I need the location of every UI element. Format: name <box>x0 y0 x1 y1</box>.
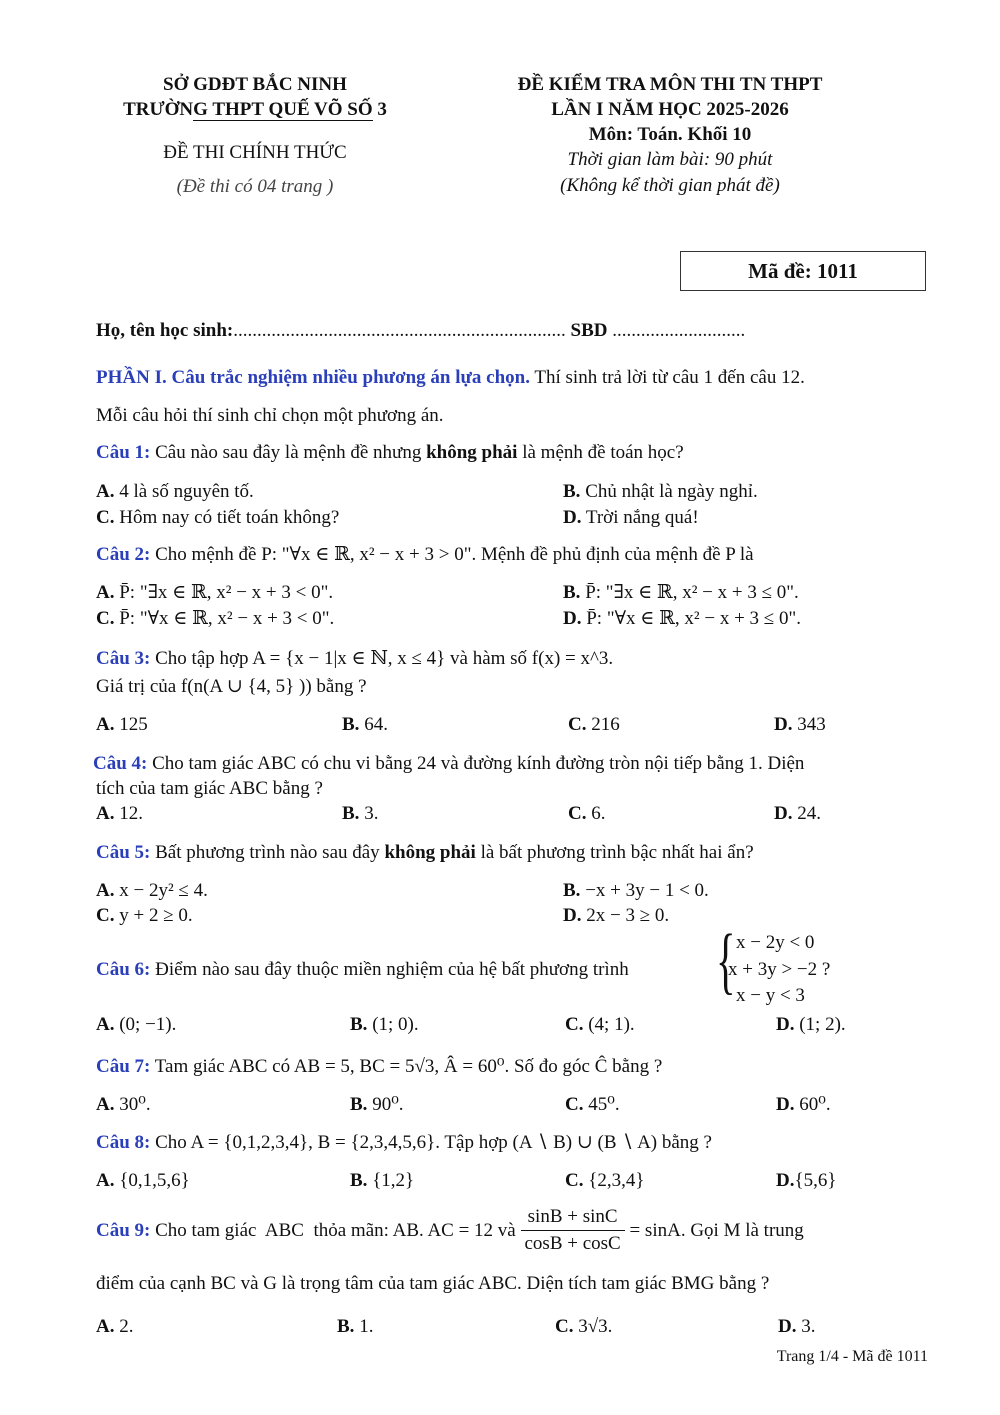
q8-option-c[interactable]: C. {2,3,4} <box>565 1170 645 1191</box>
q3-option-d[interactable]: D. 343 <box>774 714 826 735</box>
q9-option-a[interactable]: A. 2. <box>96 1316 134 1337</box>
student-name-field[interactable]: ...................................................................... <box>233 320 566 341</box>
q3-option-a[interactable]: A. 125 <box>96 714 148 735</box>
q5-option-d[interactable]: D. 2x − 3 ≥ 0. <box>563 905 670 926</box>
system-line-1: x − 2y < 0 <box>736 932 815 953</box>
q8-option-a[interactable]: A. {0,1,5,6} <box>96 1170 190 1191</box>
question-5: Câu 5: Bất phương trình nào sau đây không phải là bất phương trình bậc nhất hai ẩn? <box>96 842 754 863</box>
q7-option-d[interactable]: D. 60⁰. <box>776 1094 831 1115</box>
question-3-line-2: Giá trị của f(n(A ∪ {4, 5} )) bằng ? <box>96 676 367 697</box>
q3-option-b[interactable]: B. 64. <box>342 714 388 735</box>
q4-option-b[interactable]: B. 3. <box>342 803 379 824</box>
sbd-field[interactable]: ............................ <box>612 320 746 341</box>
part1-heading <box>96 367 805 389</box>
time-limit: Thời gian làm bài: 90 phút <box>567 149 773 170</box>
q6-option-a[interactable]: A. (0; −1). <box>96 1014 177 1035</box>
question-8: Câu 8: Cho A = {0,1,2,3,4}, B = {2,3,4,5,6}. Tập hợp (A ∖ B) ∪ (B ∖ A) bằng ? <box>96 1132 712 1153</box>
q9-option-d[interactable]: D. 3. <box>778 1316 816 1337</box>
system-brace: { <box>716 920 736 1002</box>
question-1: Câu 1: Câu nào sau đây là mệnh đề nhưng không phải là mệnh đề toán học? <box>96 442 684 463</box>
exam-session: LẦN I NĂM HỌC 2025-2026 <box>551 99 789 120</box>
q4-option-c[interactable]: C. 6. <box>568 803 606 824</box>
exam-code-box: Mã đề: 1011 <box>680 251 926 291</box>
system-line-2: x + 3y > −2 ? <box>728 959 831 980</box>
part1-instruction-2: Mỗi câu hỏi thí sinh chỉ chọn một phương án. <box>96 405 444 426</box>
q4-option-a[interactable]: A. 12. <box>96 803 143 824</box>
system-line-3: x − y < 3 <box>736 985 805 1006</box>
q6-option-c[interactable]: C. (4; 1). <box>565 1014 635 1035</box>
q1-option-a[interactable]: A. 4 là số nguyên tố. <box>96 481 254 502</box>
sbd-label: SBD <box>570 320 608 341</box>
part1-title: PHẦN I. Câu trắc nghiệm nhiều phương án lựa chọn. <box>96 367 530 388</box>
student-info-line <box>96 320 745 342</box>
question-6: Câu 6: Điểm nào sau đây thuộc miền nghiệm của hệ bất phương trình <box>96 959 629 980</box>
page-count-note: (Đề thi có 04 trang ) <box>176 176 334 197</box>
page-footer: Trang 1/4 - Mã đề 1011 <box>776 1348 928 1365</box>
question-9-line-2: điểm của cạnh BC và G là trọng tâm của tam giác ABC. Diện tích tam giác BMG bằng ? <box>96 1273 770 1294</box>
q1-option-c[interactable]: C. Hôm nay có tiết toán không? <box>96 507 340 528</box>
fraction-denominator: cosB + cosC <box>524 1233 621 1254</box>
department-name: SỞ GDĐT BẮC NINH <box>163 74 347 95</box>
q6-option-b[interactable]: B. (1; 0). <box>350 1014 419 1035</box>
q3-option-c[interactable]: C. 216 <box>568 714 620 735</box>
time-note: (Không kể thời gian phát đề) <box>560 175 780 196</box>
question-4-line-2: tích của tam giác ABC bằng ? <box>96 778 323 799</box>
q2-option-a[interactable]: A. P̄: "∃x ∈ ℝ, x² − x + 3 < 0". <box>96 582 334 603</box>
q7-option-c[interactable]: C. 45⁰. <box>565 1094 620 1115</box>
q4-option-d[interactable]: D. 24. <box>774 803 821 824</box>
question-9: Câu 9: Cho tam giác ABC thỏa mãn: AB. AC = 12 và $\frac{\sin B + \sin C}{\cos B + \cos C}$ = sinA. Gọi M là trung <box>96 1204 804 1257</box>
subject-grade: Môn: Toán. Khối 10 <box>588 124 752 145</box>
exam-title: ĐỀ KIỂM TRA MÔN THI TN THPT <box>517 74 823 95</box>
student-name-label: Họ, tên học sinh: <box>96 320 234 341</box>
q8-option-d[interactable]: D.{5,6} <box>776 1170 837 1191</box>
q6-option-d[interactable]: D. (1; 2). <box>776 1014 846 1035</box>
school-name: TRƯỜNG THPT QUẾ VÕ SỐ 3 <box>123 99 387 120</box>
question-7: Câu 7: Tam giác ABC có AB = 5, BC = 5√3, Â = 60⁰. Số đo góc Ĉ bằng ? <box>96 1056 663 1077</box>
q1-option-b[interactable]: B. Chủ nhật là ngày nghỉ. <box>563 481 758 502</box>
question-2: Câu 2: Cho mệnh đề P: "∀x ∈ ℝ, x² − x + 3 > 0". Mệnh đề phủ định của mệnh đề P là <box>96 544 754 565</box>
q8-option-b[interactable]: B. {1,2} <box>350 1170 415 1191</box>
q2-option-b[interactable]: B. P̄: "∃x ∈ ℝ, x² − x + 3 ≤ 0". <box>563 582 799 603</box>
q5-option-c[interactable]: C. y + 2 ≥ 0. <box>96 905 193 926</box>
question-4: Câu 4: Cho tam giác ABC có chu vi bằng 24 và đường kính đường tròn nội tiếp bằng 1. Diện <box>93 753 805 774</box>
q1-option-d[interactable]: D. Trời nắng quá! <box>563 507 699 528</box>
q2-option-d[interactable]: D. P̄: "∀x ∈ ℝ, x² − x + 3 ≤ 0". <box>563 608 801 629</box>
q5-option-b[interactable]: B. −x + 3y − 1 < 0. <box>563 880 709 901</box>
official-exam-label: ĐỀ THI CHÍNH THỨC <box>163 142 347 163</box>
q7-option-b[interactable]: B. 90⁰. <box>350 1094 404 1115</box>
question-3: Câu 3: Cho tập hợp A = {x − 1|x ∈ ℕ, x ≤ 4} và hàm số f(x) = x^3. <box>96 648 614 669</box>
q5-option-a[interactable]: A. x − 2y² ≤ 4. <box>96 880 208 901</box>
fraction-numerator: sinB + sinC <box>521 1204 625 1231</box>
q2-option-c[interactable]: C. P̄: "∀x ∈ ℝ, x² − x + 3 < 0". <box>96 608 335 629</box>
part1-instruction: Thí sinh trả lời từ câu 1 đến câu 12. <box>529 367 805 388</box>
q7-option-a[interactable]: A. 30⁰. <box>96 1094 151 1115</box>
q9-option-c[interactable]: C. 3√3. <box>555 1316 613 1337</box>
trig-fraction <box>521 1204 625 1257</box>
q9-option-b[interactable]: B. 1. <box>337 1316 374 1337</box>
